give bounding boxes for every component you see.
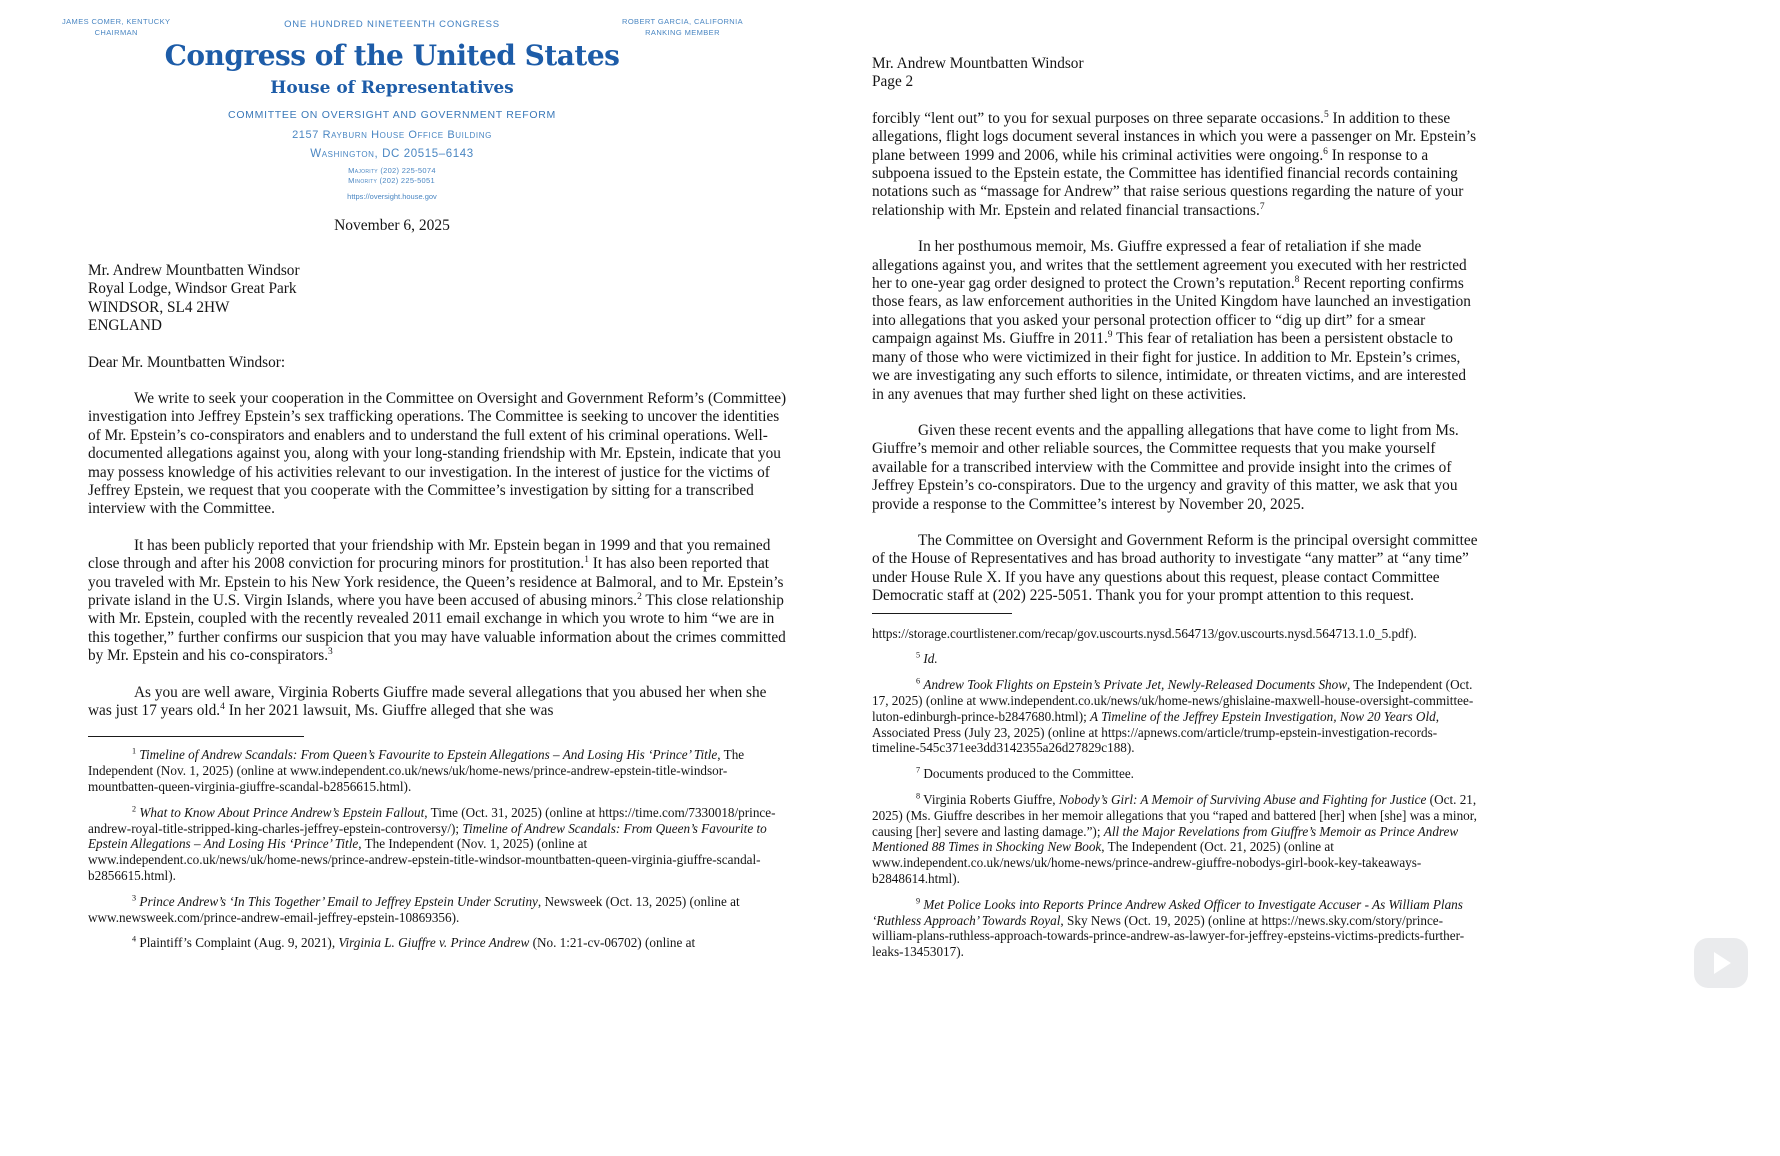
page2-header: [872, 55, 1479, 92]
congress-session-line: ONE HUNDRED NINETEENTH CONGRESS: [284, 19, 500, 30]
committee-building: 2157 Rayburn House Office Building: [292, 129, 492, 141]
footnote-7: $^7$ Documents produced to the Committee.: [916, 765, 1134, 782]
body-paragraph: Given these recent events and the appalling allegations that have come to light from Ms. Giuffre’s memoir and other reliable sources, the Committee requests that you make yourself available for a transcribed interview with the Committee and provide insight into the crimes of Jeffrey Epstein’s co-conspirators. Due to the urgency and gravity of this matter, we ask that you provide a response to the Committee’s interest by November 20, 2025.: [872, 421, 1459, 513]
footnote-4: $^4$ Plaintiff’s Complaint (Aug. 9, 2021), Virginia L. Giuffre v. Prince Andrew (No. 1:21-cv-06702) (online at: [132, 935, 696, 951]
salutation: Dear Mr. Mountbatten Windsor:: [88, 353, 286, 371]
letterhead: [88, 19, 696, 235]
page2-header-page-number: Page 2: [872, 73, 914, 91]
ranking-member-title: RANKING MEMBER: [645, 28, 720, 38]
body-paragraph: It has been publicly reported that your friendship with Mr. Epstein began in 1999 and that you remained close through and after his 2008 conviction for procuring minors for prostitution.$^1$ It has also been reported that you traveled with Mr. Epstein to his New York residence, the Queen’s residence at Balmoral, and to Mr. Epstein’s private island in the U.S. Virgin Islands, where you have been accused of abusing minors.$^2$ This close relationship with Mr. Epstein, coupled with the recently revealed 2011 email exchange in which you wrote to him “we are in this together,” further confirms our suspicion that you may have valuable information about the crimes committed by Mr. Epstein and his co-conspirators.$^3$: [88, 536, 786, 665]
body-paragraph: As you are well aware, Virginia Roberts Giuffre made several allegations that you abused her when she was just 17 years old.$^4$ In her 2021 lawsuit, Ms. Giuffre alleged that she was: [88, 683, 767, 720]
letterhead-title: Congress of the United States: [164, 39, 620, 72]
recipient-name: Mr. Andrew Mountbatten Windsor: [88, 262, 300, 280]
recipient-city: WINDSOR, SL4 2HW: [88, 298, 230, 316]
footnote-5: $^5$ Id.: [916, 650, 938, 667]
footnote-1: $^1$ Timeline of Andrew Scandals: From Queen’s Favourite to Epstein Allegations – And Losing His ‘Prince’ Title, The Independent (Nov. 1, 2025) (online at www.independent.co.uk/news/uk/home-news/prince-andrew-epstein-title-windsor-mountbatten-queen-virginia-giuffre-scandal-b2856615.html).: [88, 747, 745, 795]
minority-phone: Minority (202) 225-5051: [348, 176, 435, 186]
footnote-6: $^6$ Andrew Took Flights on Epstein’s Private Jet, Newly-Released Documents Show, The Independent (Oct. 17, 2025) (online at www.independent.co.uk/news/uk/home-news/ghislaine-maxwell-house-oversight-committee-luton-edinburgh-prince-b2847680.html); A Timeline of the Jeffrey Epstein Investigation, Now 20 Years Old, Associated Press (July 23, 2025) (online at https://apnews.com/article/trump-epstein-investigation-records-timeline-545c371ee3dd3142355a26d27829c188).: [872, 676, 1474, 756]
majority-phone: Majority (202) 225-5074: [348, 166, 436, 175]
letter-page-1: [88, 0, 794, 951]
letter-page-2: [872, 55, 1479, 960]
watermark-logo-icon: [1694, 938, 1748, 988]
footnote-3: $^3$ Prince Andrew’s ‘In This Together’ Email to Jeffrey Epstein Under Scrutiny, Newsweek (Oct. 13, 2025) (online at www.newsweek.com/prince-andrew-email-jeffrey-epstein-10869356).: [88, 893, 740, 925]
body-paragraph: The Committee on Oversight and Government Reform is the principal oversight committee of the House of Representatives and has broad authority to investigate “any matter” at “any time” under House Rule X. If you have any questions about this request, please contact Committee Democratic staff at (202) 225-5051. Thank you for your prompt attention to this request.: [872, 531, 1478, 605]
footnote-separator: [872, 613, 1012, 614]
recipient-country: ENGLAND: [88, 316, 162, 334]
footnote-separator: [88, 736, 304, 737]
committee-city: Washington, DC 20515–6143: [310, 148, 474, 160]
committee-phones: [348, 166, 436, 186]
play-triangle-icon: [1714, 952, 1731, 974]
committee-website: https://oversight.house.gov: [347, 192, 437, 202]
page2-header-name: Mr. Andrew Mountbatten Windsor: [872, 55, 1084, 72]
letterhead-subtitle: House of Representatives: [270, 78, 514, 98]
chairman-title: CHAIRMAN: [94, 28, 138, 38]
footnote-9: $^9$ Met Police Looks into Reports Prince Andrew Asked Officer to Investigate Accuser - As William Plans ‘Ruthless Approach’ Towards Royal, Sky News (Oct. 19, 2025) (online at https://news.sky.com/story/prince-william-plans-ruthless-approach-towards-prince-andrew-as-lawyer-for-jeffrey-epsteins-victims-predicts-further-leaks-13453017).: [872, 896, 1465, 960]
footnote-4-continued: https://storage.courtlistener.com/recap/gov.uscourts.nysd.564713/gov.uscourts.nysd.564713.1.0_5.pdf).: [872, 625, 1417, 641]
ranking-member-name: ROBERT GARCIA, CALIFORNIA: [622, 17, 743, 26]
body-paragraph: In her posthumous memoir, Ms. Giuffre expressed a fear of retaliation if she made allegations against you, and writes that the settlement agreement you executed with her restricted her to one-year gag order designed to protect the Crown’s reputation.$^8$ Recent reporting confirms those fears, as law enforcement authorities in the United Kingdom have launched an investigation into allegations that you asked your personal protection officer to “dig up dirt” for a smear campaign against Ms. Giuffre in 2011.$^9$ This fear of retaliation has been a persistent obstacle to many of those who were victimized in their fight for justice. In addition to Mr. Epstein’s crimes, we are investigating any such efforts to silence, intimidate, or threaten victims, and are interested in any avenues that may further shed light on these activities.: [872, 238, 1471, 403]
letter-date: November 6, 2025: [334, 217, 450, 235]
footnote-2: $^2$ What to Know About Prince Andrew’s Epstein Fallout, Time (Oct. 31, 2025) (online at https://time.com/7330018/prince-andrew-royal-title-stripped-king-charles-jeffrey-epstein-controversy/); Timeline of Andrew Scandals: From Queen’s Favourite to Epstein Allegations – And Losing His ‘Prince’ Title, The Independent (Nov. 1, 2025) (online at www.independent.co.uk/news/uk/home-news/prince-andrew-epstein-title-windsor-mountbatten-queen-virginia-giuffre-scandal-b2856615.html).: [88, 804, 776, 884]
footnote-8: $^8$ Virginia Roberts Giuffre, Nobody’s Girl: A Memoir of Surviving Abuse and Fighting for Justice (Oct. 21, 2025) (Ms. Giuffre describes in her memoir allegations that you “raped and battered [her] when [she] was a minor, causing [her] severe and lasting damage.”); All the Major Revelations from Giuffre’s Memoir as Prince Andrew Mentioned 88 Times in Shocking New Book, The Independent (Oct. 21, 2025) (online at www.independent.co.uk/news/uk/home-news/prince-andrew-giuffre-nobodys-girl-book-key-takeaways-b2848614.html).: [872, 791, 1477, 886]
chairman-name: JAMES COMER, KENTUCKY: [62, 17, 171, 26]
body-paragraph: We write to seek your cooperation in the Committee on Oversight and Government Reform’s (Committee) investigation into Jeffrey Epstein’s sex trafficking operations. The Committee is seeking to uncover the identities of Mr. Epstein’s co-conspirators and enablers and to understand the full extent of his criminal operations. Well-documented allegations against you, along with your long-standing friendship with Mr. Epstein, indicate that you may possess knowledge of his activities relevant to our investigation. In the interest of justice for the victims of Jeffrey Epstein, we request that you cooperate with the Committee’s investigation by sitting for a transcribed interview with the Committee.: [88, 389, 787, 518]
recipient-street: Royal Lodge, Windsor Great Park: [88, 280, 297, 298]
body-paragraph: forcibly “lent out” to you for sexual purposes on three separate occasions.$^5$ In addition to these allegations, flight logs document several instances in which you were a passenger on Mr. Epstein’s plane between 1999 and 2006, while his criminal activities were ongoing.$^6$ In response to a subpoena issued to the Epstein estate, the Committee has identified financial records containing notations such as “massage for Andrew” that raise serious questions regarding the nature of your relationship with Mr. Epstein and related financial transactions.$^7$: [872, 109, 1477, 219]
recipient-address: [88, 262, 794, 335]
committee-name: COMMITTEE ON OVERSIGHT AND GOVERNMENT REFORM: [228, 109, 556, 121]
